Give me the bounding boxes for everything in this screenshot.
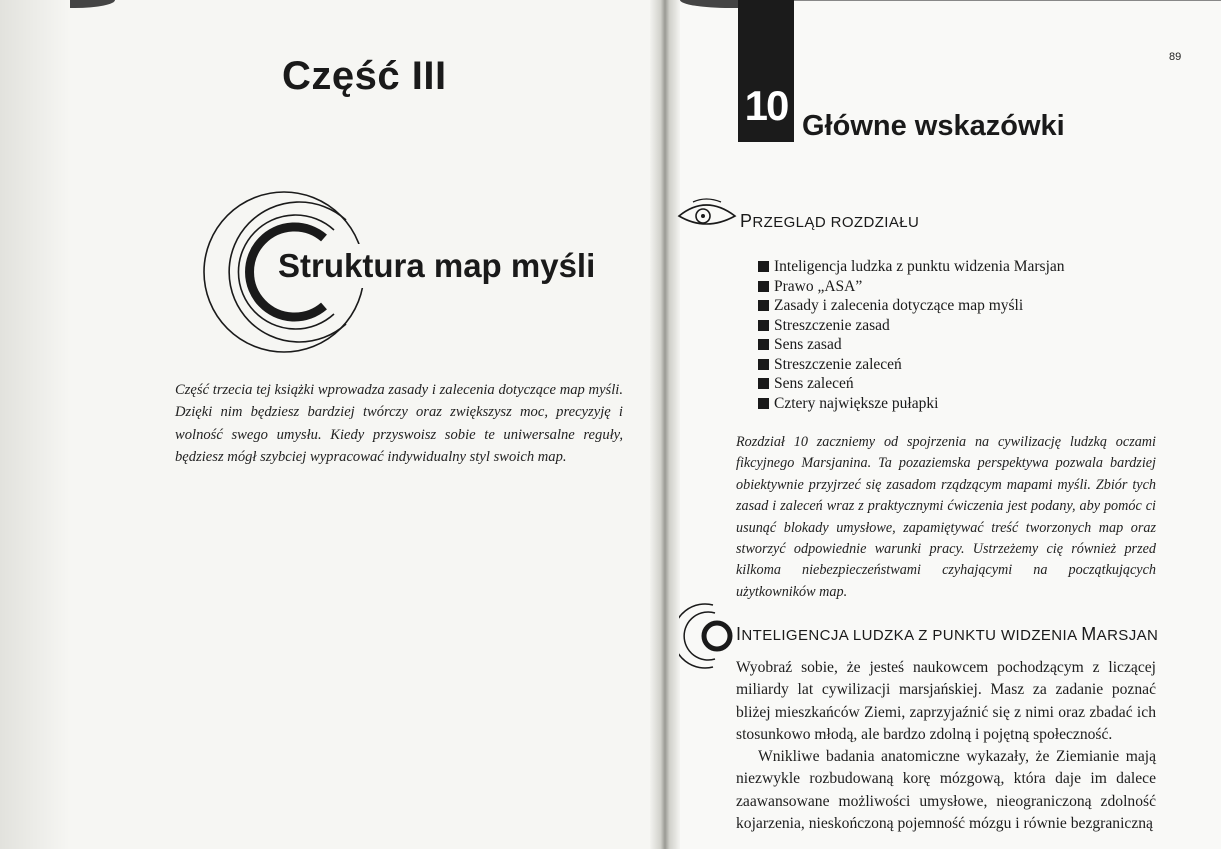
list-item: Inteligencja ludzka z punktu widzenia Marsjan — [758, 257, 1065, 277]
chapter-intro-text: Rozdział 10 zaczniemy od spojrzenia na cywilizację ludzką oczami fikcyjnego Marsjanina. Ta pozaziemska perspektywa pozwala bardziej obiektywnie przyjrzeć się zasadom rządzącym mapami myśli. Zbiór tych zasad i zaleceń wraz z praktycznymi ćwiczenia jest podany, aby pomóc ci usunąć blokady umysłowe, zapamiętywać treść tworzonych map oraz stworzyć odpowiednie warunki pracy. Ustrzeżemy cię również przed kilkoma niebezpieczeństwami czyhającymi na początkujących użytkowników map. — [736, 434, 1156, 600]
part-intro-text: Część trzecia tej książki wprowadza zasady i zalecenia dotyczące map myśli. Dzięki nim będziesz bardziej twórczy oraz zwiększysz moc, precyzyję i wolność swego umysłu. Kiedy przyswoisz sobie te uniwersalne reguły, będziesz mógł szybciej wypracować indywidualny styl swoich map. — [175, 382, 623, 465]
bullet-square-icon — [758, 359, 769, 370]
list-item: Zasady i zalecenia dotyczące map myśli — [758, 296, 1065, 316]
chapter-number: 10 — [744, 82, 788, 129]
page-edge-shadow — [0, 0, 70, 849]
list-item: Streszczenie zaleceń — [758, 355, 1065, 375]
concentric-c-icon — [679, 601, 735, 671]
bullet-square-icon — [758, 320, 769, 331]
section-heading: INTELIGENCJA LUDZKA Z PUNKTU WIDZENIA MARSJAN — [736, 624, 1159, 644]
page-number: 89 — [1169, 51, 1182, 63]
list-item: Sens zaleceń — [758, 374, 1065, 394]
section-title: Struktura map myśli — [276, 244, 599, 288]
book-gutter — [650, 0, 680, 849]
bullet-square-icon — [758, 378, 769, 389]
part-title: Część III — [282, 54, 447, 98]
chapter-title: Główne wskazówki — [802, 110, 1065, 142]
list-item: Cztery największe pułapki — [758, 394, 1065, 414]
corner-shadow — [70, 0, 115, 8]
bullet-square-icon — [758, 281, 769, 292]
bullet-square-icon — [758, 398, 769, 409]
bullet-square-icon — [758, 339, 769, 350]
bullet-square-icon — [758, 300, 769, 311]
chapter-overview-list — [758, 257, 1065, 413]
bullet-square-icon — [758, 261, 769, 272]
body-text — [736, 657, 1156, 835]
list-item: Streszczenie zasad — [758, 316, 1065, 336]
body-paragraph: Wnikliwe badania anatomiczne wykazały, że Ziemianie mają niezwykle rozbudowaną korę mózgową, która daje im dalece zaawansowane możliwości umysłowe, nieograniczoną zdolność kojarzenia, nieskończoną pojemność mózgu i równie bezgraniczną — [736, 748, 1156, 833]
list-item: Sens zasad — [758, 335, 1065, 355]
overview-heading: PRZEGLĄD ROZDZIAŁU — [740, 211, 920, 231]
list-item: Prawo „ASA” — [758, 277, 1065, 297]
chapter-number-block — [738, 0, 794, 142]
body-paragraph: Wyobraź sobie, że jesteś naukowcem pochodzącym z liczącej miliardy lat cywilizacji marsjańskiej. Masz za zadanie poznać bliżej mieszkańców Ziemi, zaprzyjaźnić się z nimi oraz zbadać ich stosunkowo młodą, ale bardzo zdolną i pojętną społeczność. — [736, 659, 1156, 743]
eye-icon — [673, 190, 739, 232]
